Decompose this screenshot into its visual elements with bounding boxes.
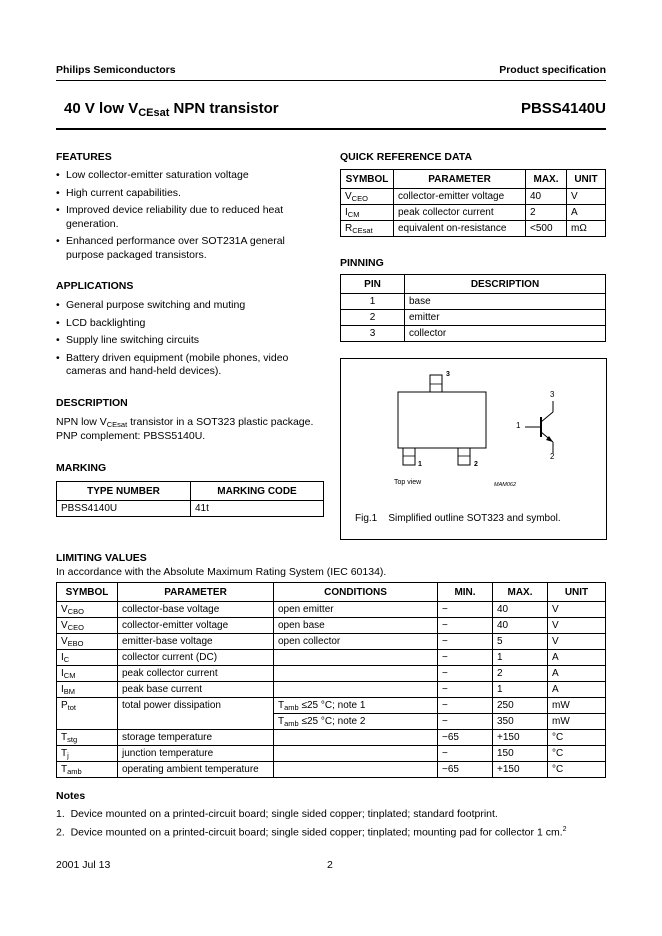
package-pin-1-label: 1 [418, 461, 422, 468]
parameter-cell: collector-base voltage [118, 602, 274, 618]
parameter-cell [118, 714, 274, 730]
table-row [341, 310, 606, 326]
max-cell: 40 [526, 189, 567, 205]
symbol-cell: $P_{tot}$ [57, 698, 118, 714]
unit-cell: V [567, 189, 606, 205]
header-company: Philips Semiconductors [56, 64, 176, 76]
qrd-header-symbol: SYMBOL [341, 170, 394, 189]
lv-header-max: MAX. [493, 583, 548, 602]
applications-list [56, 299, 324, 383]
conditions-cell [274, 650, 438, 666]
limiting-heading: LIMITING VALUES [56, 552, 147, 564]
min-cell: −65 [438, 730, 493, 746]
symbol-cell: $I_C$ [57, 650, 118, 666]
min-cell: −65 [438, 762, 493, 778]
unit-cell: A [567, 205, 606, 221]
package-pin-1 [403, 448, 415, 465]
max-cell: +150 [493, 762, 548, 778]
list-item: • LCD backlighting [56, 317, 324, 331]
pinning-header-description: DESCRIPTION [405, 275, 606, 294]
header-doctype: Product specification [499, 64, 606, 76]
package-pin-2 [458, 448, 470, 465]
table-row [341, 189, 606, 205]
unit-cell: V [548, 618, 606, 634]
pinning-table [340, 274, 606, 342]
qrd-table [340, 169, 606, 237]
table-row [57, 501, 324, 517]
unit-cell: °C [548, 730, 606, 746]
max-cell: 2 [526, 205, 567, 221]
parameter-cell: peak collector current [118, 666, 274, 682]
table-row [57, 714, 606, 730]
table-row [57, 762, 606, 778]
table-row [57, 666, 606, 682]
parameter-cell: junction temperature [118, 746, 274, 762]
unit-cell: V [548, 634, 606, 650]
conditions-cell [274, 730, 438, 746]
limiting-subtitle: In accordance with the Absolute Maximum Rating System (IEC 60134). [56, 566, 387, 578]
symbol-cell: $V_{CEO}$ [57, 618, 118, 634]
unit-cell: A [548, 650, 606, 666]
table-row [57, 650, 606, 666]
notes-list [56, 806, 567, 841]
title-rule [56, 128, 606, 130]
marking-header-type: TYPE NUMBER [57, 482, 191, 501]
table-row [341, 326, 606, 342]
marking-header-code: MARKING CODE [191, 482, 324, 501]
note-1: 1. Device mounted on a printed-circuit board; single sided copper; tinplated; standard footprint. [56, 808, 498, 820]
marking-code: 41t [191, 501, 324, 517]
marking-table [56, 481, 324, 517]
table-row [341, 205, 606, 221]
conditions-cell [274, 762, 438, 778]
conditions-cell: $T_{amb} \le 25$ °C; note 1 [274, 698, 438, 714]
description-line-2: PNP complement: PBSS5140U. [56, 429, 206, 442]
max-cell: <500 [526, 221, 567, 237]
pin-number-cell: 2 [341, 310, 405, 326]
unit-cell: A [548, 682, 606, 698]
symbol-cell: $I_{BM}$ [57, 682, 118, 698]
qrd-header-parameter: PARAMETER [394, 170, 526, 189]
max-cell: 250 [493, 698, 548, 714]
pin-description-cell: emitter [405, 310, 606, 326]
symbol-cell: $V_{CEO}$ [341, 189, 394, 205]
package-body [398, 392, 486, 448]
package-pin-3 [430, 375, 442, 392]
table-row [57, 602, 606, 618]
pin-number-cell: 1 [341, 294, 405, 310]
unit-cell: mΩ [567, 221, 606, 237]
min-cell: − [438, 650, 493, 666]
footer-page-number: 2 [327, 859, 333, 871]
conditions-cell: open collector [274, 634, 438, 650]
features-heading: FEATURES [56, 151, 112, 163]
limiting-values-table [56, 582, 606, 778]
conditions-cell: open emitter [274, 602, 438, 618]
parameter-cell: collector-emitter voltage [118, 618, 274, 634]
symbol-cell: $I_{CM}$ [57, 666, 118, 682]
max-cell: +150 [493, 730, 548, 746]
unit-cell: °C [548, 762, 606, 778]
notes-heading: Notes [56, 790, 86, 802]
unit-cell: °C [548, 746, 606, 762]
symbol-cell: $I_{CM}$ [341, 205, 394, 221]
pinning-header-pin: PIN [341, 275, 405, 294]
pinning-heading: PINNING [340, 257, 384, 269]
parameter-cell: storage temperature [118, 730, 274, 746]
applications-heading: APPLICATIONS [56, 280, 134, 292]
parameter-cell: total power dissipation [118, 698, 274, 714]
max-cell: 350 [493, 714, 548, 730]
min-cell: − [438, 698, 493, 714]
parameter-cell: collector current (DC) [118, 650, 274, 666]
figure-caption: Fig.1 Simplified outline SOT323 and symbol. [355, 513, 561, 524]
unit-cell: mW [548, 714, 606, 730]
lv-header-min: MIN. [438, 583, 493, 602]
lv-header-symbol: SYMBOL [57, 583, 118, 602]
top-view-label: Top view [394, 479, 422, 486]
pin-number-cell: 3 [341, 326, 405, 342]
list-item: • High current capabilities. [56, 187, 324, 201]
table-row [341, 221, 606, 237]
max-cell: 1 [493, 682, 548, 698]
parameter-cell: collector-emitter voltage [394, 189, 526, 205]
min-cell: − [438, 618, 493, 634]
qrd-header-unit: UNIT [567, 170, 606, 189]
pin-description-cell: base [405, 294, 606, 310]
conditions-cell [274, 666, 438, 682]
description-text [56, 416, 326, 443]
footer-date: 2001 Jul 13 [56, 859, 111, 871]
sot323-drawing [341, 359, 606, 539]
pin-description-cell: collector [405, 326, 606, 342]
conditions-cell: open base [274, 618, 438, 634]
symbol-cell: $V_{CBO}$ [57, 602, 118, 618]
table-row [341, 294, 606, 310]
conditions-cell [274, 746, 438, 762]
symbol-cell [57, 714, 118, 730]
figure-code: MAM062 [494, 482, 517, 488]
unit-cell: mW [548, 698, 606, 714]
table-row [57, 618, 606, 634]
marking-heading: MARKING [56, 462, 107, 474]
note-2: 2. Device mounted on a printed-circuit board; single sided copper; tinplated; mounting pad for collector 1 cm.$^2$ [56, 826, 567, 839]
unit-cell: V [548, 602, 606, 618]
min-cell: − [438, 682, 493, 698]
list-item: • Battery driven equipment (mobile phones, video cameras and hand-held devices). [56, 352, 324, 379]
min-cell: − [438, 714, 493, 730]
symbol-cell: $T_{amb}$ [57, 762, 118, 778]
symbol-cell: $T_j$ [57, 746, 118, 762]
list-item: • Supply line switching circuits [56, 334, 324, 348]
max-cell: 150 [493, 746, 548, 762]
description-heading: DESCRIPTION [56, 397, 128, 409]
package-pin-2-label: 2 [474, 461, 478, 468]
parameter-cell: equivalent on-resistance [394, 221, 526, 237]
list-item: • Improved device reliability due to reduced heat generation. [56, 204, 324, 231]
symbol-pin-3-label: 3 [550, 390, 555, 399]
conditions-cell: $T_{amb} \le 25$ °C; note 2 [274, 714, 438, 730]
parameter-cell: operating ambient temperature [118, 762, 274, 778]
parameter-cell: emitter-base voltage [118, 634, 274, 650]
table-row [57, 746, 606, 762]
symbol-cell: $R_{CEsat}$ [341, 221, 394, 237]
parameter-cell: peak base current [118, 682, 274, 698]
list-item: • Enhanced performance over SOT231A general purpose packaged transistors. [56, 235, 324, 262]
list-item: • Low collector-emitter saturation voltage [56, 169, 324, 183]
unit-cell: A [548, 666, 606, 682]
table-row [57, 730, 606, 746]
lv-header-parameter: PARAMETER [118, 583, 274, 602]
max-cell: 40 [493, 602, 548, 618]
page-title: 40 V low $V_{CEsat}$ NPN transistor [64, 100, 279, 119]
symbol-cell: $T_{stg}$ [57, 730, 118, 746]
part-number: PBSS4140U [520, 100, 606, 117]
lv-header-conditions: CONDITIONS [274, 583, 438, 602]
parameter-cell: peak collector current [394, 205, 526, 221]
max-cell: 40 [493, 618, 548, 634]
qrd-heading: QUICK REFERENCE DATA [340, 151, 473, 163]
table-row [57, 634, 606, 650]
max-cell: 2 [493, 666, 548, 682]
symbol-pin-2-label: 2 [550, 452, 555, 461]
description-line-1: NPN low $V_{CEsat}$ transistor in a SOT323 plastic package. [56, 416, 314, 429]
min-cell: − [438, 634, 493, 650]
min-cell: − [438, 746, 493, 762]
features-list [56, 169, 324, 266]
lv-header-unit: UNIT [548, 583, 606, 602]
header-rule [56, 80, 606, 81]
max-cell: 1 [493, 650, 548, 666]
conditions-cell [274, 682, 438, 698]
marking-type-number: PBSS4140U [57, 501, 191, 517]
npn-transistor-symbol [525, 401, 553, 453]
symbol-pin-1-label: 1 [516, 421, 521, 430]
qrd-header-max: MAX. [526, 170, 567, 189]
symbol-cell: $V_{EBO}$ [57, 634, 118, 650]
min-cell: − [438, 602, 493, 618]
max-cell: 5 [493, 634, 548, 650]
figure-outline-symbol [340, 358, 607, 540]
package-pin-3-label: 3 [446, 371, 450, 378]
list-item: • General purpose switching and muting [56, 299, 324, 313]
table-row [57, 682, 606, 698]
min-cell: − [438, 666, 493, 682]
table-row [57, 698, 606, 714]
